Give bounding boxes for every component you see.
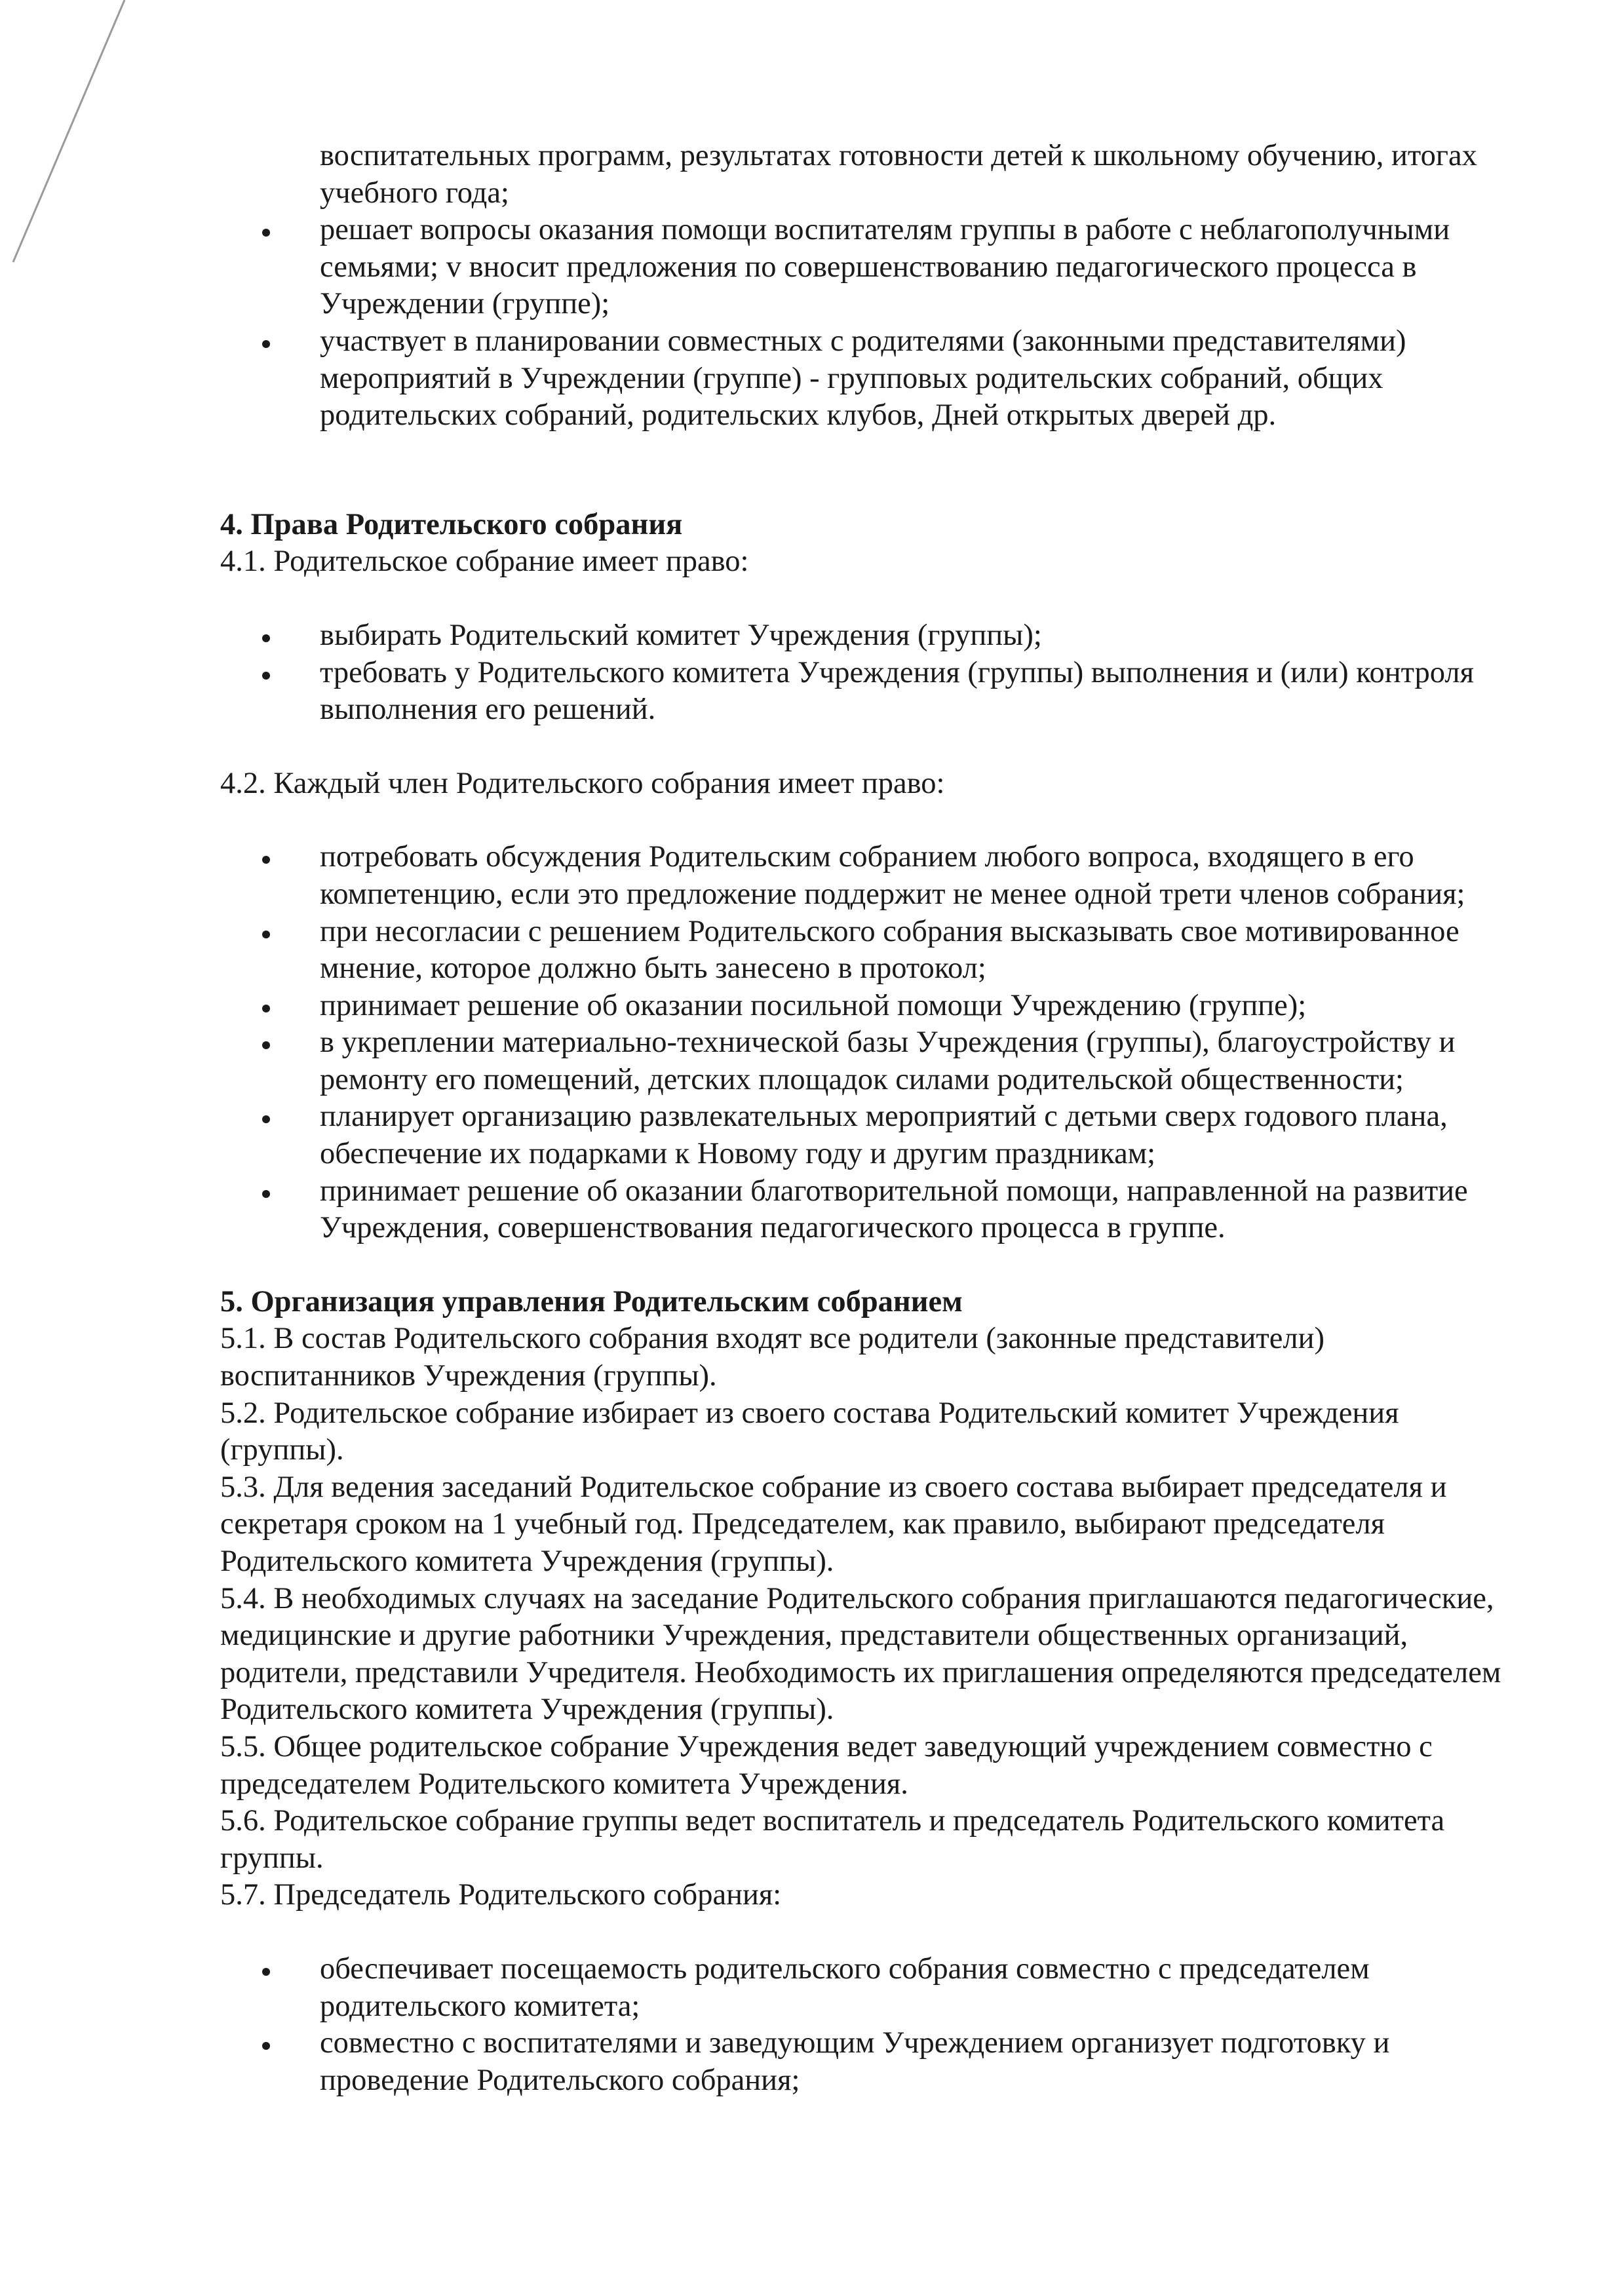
scan-edge-line [0,0,131,288]
section-4-1-list [220,617,1524,729]
list-item: совместно с воспитателями и заведующим Учреждением организует подготовку и проведение Родительского собрания; [220,2025,1524,2099]
section-4-heading: 4. Права Родительского собрания [220,507,683,541]
list-item: при несогласии с решением Родительского собрания высказывать свое мотивированное мнение, которое должно быть занесено в протокол; [220,914,1524,988]
paragraph-4-2: 4.2. Каждый член Родительского собрания имеет право: [220,766,945,800]
intro-list [220,212,1524,434]
paragraph-5-5: 5.5. Общее родительское собрание Учреждения ведет заведующий учреждением совместно с председателем Родительского комитета Учреждения. [220,1729,1433,1801]
section-5-7-list [220,1951,1524,2099]
list-item: потребовать обсуждения Родительским собранием любого вопроса, входящего в его компетенцию, если это предложение поддержит не менее одной трети членов собрания; [220,839,1524,913]
paragraph-5-3: 5.3. Для ведения заседаний Родительское собрание из своего состава выбирает председателя и секретаря сроком на 1 учебный год. Председателем, как правило, выбирают председателя Родительского комитета Учреждения (группы). [220,1470,1447,1578]
paragraph-5-7: 5.7. Председатель Родительского собрания: [220,1878,782,1912]
list-item: принимает решение об оказании благотворительной помощи, направленной на развитие Учреждения, совершенствования педагогического процесса в группе. [220,1173,1524,1247]
paragraph-5-2: 5.2. Родительское собрание избирает из своего состава Родительский комитет Учреждения (группы). [220,1396,1399,1467]
list-item: требовать у Родительского комитета Учреждения (группы) выполнения и (или) контроля выполнения его решений. [220,655,1524,729]
paragraph-4-1: 4.1. Родительское собрание имеет право: [220,545,749,579]
section-4-2-list [220,839,1524,1247]
list-item: планирует организацию развлекательных мероприятий с детьми сверх годового плана, обеспечение их подарками к Новому году и другим праздникам; [220,1098,1524,1172]
list-item: принимает решение об оказании посильной помощи Учреждению (группе); [220,988,1524,1025]
document-page [220,138,1524,2099]
list-item: выбирать Родительский комитет Учреждения (группы); [220,617,1524,655]
list-item: в укреплении материально-технической базы Учреждения (группы), благоустройству и ремонту его помещений, детских площадок силами родительской общественности; [220,1024,1524,1098]
list-continuation: воспитательных программ, результатах готовности детей к школьному обучению, итогах учебного года; [320,139,1477,210]
section-5-heading: 5. Организация управления Родительским собранием [220,1284,963,1318]
paragraph-5-1: 5.1. В состав Родительского собрания входят все родители (законные представители) воспитанников Учреждения (группы). [220,1322,1324,1393]
list-item: решает вопросы оказания помощи воспитателям группы в работе с неблагополучными семьями; v вносит предложения по совершенствованию педагогического процесса в Учреждении (группе); [220,212,1524,323]
paragraph-5-6: 5.6. Родительское собрание группы ведет воспитатель и председатель Родительского комитета группы. [220,1804,1445,1875]
list-item: участвует в планировании совместных с родителями (законными представителями) мероприятий в Учреждении (группе) - групповых родительских собраний, общих родительских собраний, родительских клубов, Дней открытых дверей др. [220,323,1524,434]
paragraph-5-4: 5.4. В необходимых случаях на заседание Родительского собрания приглашаются педагогические, медицинские и другие работники Учреждения, представители общественных организаций, родители, представили Учредителя. Необходимость их приглашения определяются председателем Родительского комитета Учреждения (группы). [220,1581,1501,1727]
list-item: обеспечивает посещаемость родительского собрания совместно с председателем родительского комитета; [220,1951,1524,2025]
